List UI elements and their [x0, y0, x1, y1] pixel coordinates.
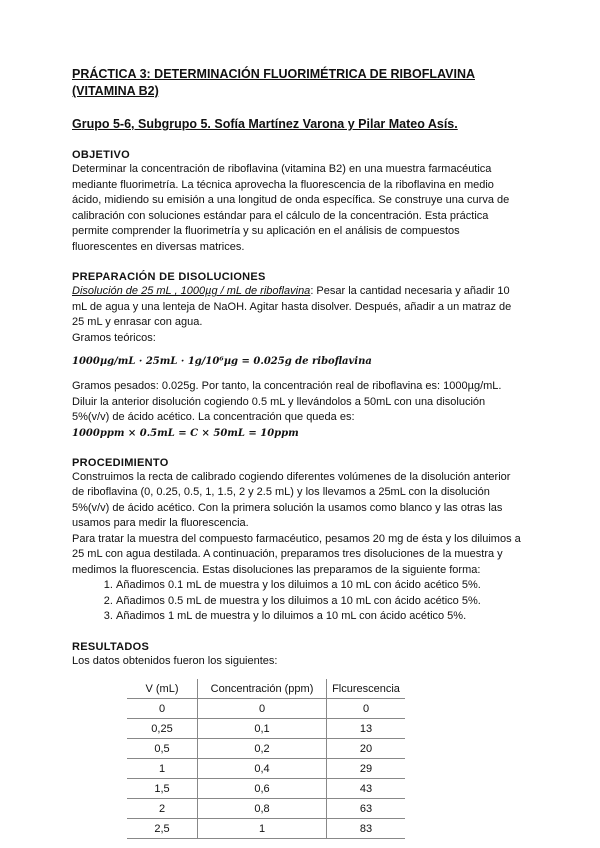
table-header-row — [127, 679, 405, 699]
cell-volume: 0,25 — [127, 719, 198, 739]
procedimiento-steps — [72, 578, 532, 625]
resultados-heading: RESULTADOS — [72, 640, 150, 653]
objetivo-line: Determinar la concentración de riboflavina (vitamina B2) en una muestra farmacéutica — [72, 163, 492, 175]
objetivo-heading: OBJETIVO — [72, 149, 131, 161]
preparacion-line: 5%(v/v) de ácido acético. La concentración que queda es: — [72, 411, 355, 423]
preparacion-line: Gramos teóricos: — [72, 331, 156, 344]
cell-concentration: 0 — [198, 699, 327, 719]
cell-concentration: 1 — [198, 819, 327, 839]
disolucion-label: Disolución de 25 mL , 1000µg / mL de riboflavina — [72, 285, 311, 297]
cell-volume: 2,5 — [127, 819, 198, 839]
objetivo-line: fluorescentes en diversas matrices. — [72, 240, 245, 253]
objetivo-line: calibración con soluciones estándar para el cálculo de la concentración. Esta práctica — [72, 209, 489, 222]
cell-concentration: 0,6 — [198, 779, 327, 799]
formula-gramos-teoricos: 1000µg/mL · 25mL · 1g/10⁶µg = 0.025g de riboflavina — [72, 356, 372, 367]
objetivo-line: ácido, midiendo su emisión a una longitud de onda específica. Se construye una curva de — [72, 194, 510, 206]
list-item: 2. Añadimos 0.5 mL de muestra y los diluimos a 10 mL con ácido acético 5%. — [116, 594, 532, 610]
procedimiento-line: 25 mL con agua destilada. A continuación, preparamos tres disoluciones de la muestra y — [72, 548, 503, 560]
title-line-1: PRÁCTICA 3: DETERMINACIÓN FLUORIMÉTRICA DE RIBOFLAVINA — [72, 67, 475, 81]
procedimiento-line: de riboflavina (0, 0.25, 0.5, 1, 1.5, 2 y 2.5 mL) y los llevamos a 25mL con la disolución — [72, 486, 490, 498]
cell-concentration: 0,1 — [198, 719, 327, 739]
preparacion-line: 25 mL y enrasar con agua. — [72, 316, 203, 328]
table-row — [127, 699, 405, 719]
preparacion-line: mL de agua y una lenteja de NaOH. Agitar hasta disolver. Después, añadir a un matraz de — [72, 300, 512, 313]
preparacion-line: Diluir la anterior disolución cogiendo 0.5 mL y llevándolos a 50mL con una disolución — [72, 395, 486, 408]
title-line-2: (VITAMINA B2) — [72, 84, 159, 98]
preparacion-text — [72, 284, 532, 441]
procedimiento-line: Construimos la recta de calibrado cogiendo diferentes volúmenes de la disolución anterior — [72, 470, 511, 483]
table-row — [127, 819, 405, 839]
cell-volume: 1,5 — [127, 779, 198, 799]
resultados-intro: Los datos obtenidos fueron los siguientes: — [72, 654, 278, 667]
column-header-fluorescence: Flcurescencia — [327, 679, 406, 699]
objetivo-line: mediante fluorimetría. La técnica aprovecha la fluorescencia de la riboflavina en medio — [72, 178, 494, 191]
procedimiento-heading: PROCEDIMIENTO — [72, 456, 169, 469]
cell-fluorescence: 13 — [327, 719, 406, 739]
cell-fluorescence: 83 — [327, 819, 406, 839]
cell-fluorescence: 0 — [327, 699, 406, 719]
objetivo-text — [72, 162, 532, 255]
preparacion-heading: PREPARACIÓN DE DISOLUCIONES — [72, 271, 266, 283]
cell-fluorescence: 29 — [327, 759, 406, 779]
cell-fluorescence: 20 — [327, 739, 406, 759]
table-row — [127, 759, 405, 779]
document-title — [72, 66, 532, 100]
results-table — [127, 679, 405, 839]
column-header-concentration: Concentración (ppm) — [198, 679, 327, 699]
list-item: 1. Añadimos 0.1 mL de muestra y los diluimos a 10 mL con ácido acético 5%. — [116, 578, 532, 594]
formula-concentracion: 1000ppm × 0.5mL = C × 50mL = 10ppm — [72, 427, 299, 439]
cell-concentration: 0,8 — [198, 799, 327, 819]
preparacion-line — [72, 284, 532, 300]
cell-volume: 0,5 — [127, 739, 198, 759]
disolucion-instructions: : Pesar la cantidad necesaria y añadir 10 — [310, 285, 510, 297]
objetivo-line: permite comprender la fluorimetría y su aplicación en el análisis de compuestos — [72, 225, 460, 237]
cell-volume: 1 — [127, 759, 198, 779]
cell-concentration: 0,4 — [198, 759, 327, 779]
column-header-volume: V (mL) — [127, 679, 198, 699]
table-row — [127, 739, 405, 759]
table-row — [127, 719, 405, 739]
document-page — [72, 66, 532, 839]
procedimiento-line: usamos para medir la fluorescencia. — [72, 517, 249, 529]
cell-concentration: 0,2 — [198, 739, 327, 759]
cell-fluorescence: 63 — [327, 799, 406, 819]
cell-volume: 2 — [127, 799, 198, 819]
procedimiento-line: 5%(v/v) de ácido acético. Con la primera solución la usamos como blanco y las otras las — [72, 501, 503, 514]
cell-volume: 0 — [127, 699, 198, 719]
cell-fluorescence: 43 — [327, 779, 406, 799]
group-authors: Grupo 5-6, Subgrupo 5. Sofía Martínez Varona y Pilar Mateo Asís. — [72, 117, 458, 131]
list-item: 3. Añadimos 1 mL de muestra y lo diluimos a 10 mL con ácido acético 5%. — [116, 609, 532, 625]
procedimiento-line: medimos la fluorescencia. Estas disoluciones las preparamos de la siguiente forma: — [72, 563, 481, 576]
procedimiento-line: Para tratar la muestra del compuesto farmacéutico, pesamos 20 mg de ésta y los diluimos a — [72, 532, 521, 545]
preparacion-line: Gramos pesados: 0.025g. Por tanto, la concentración real de riboflavina es: 1000µg/mL. — [72, 380, 502, 392]
table-row — [127, 799, 405, 819]
table-row — [127, 779, 405, 799]
procedimiento-text — [72, 470, 532, 625]
